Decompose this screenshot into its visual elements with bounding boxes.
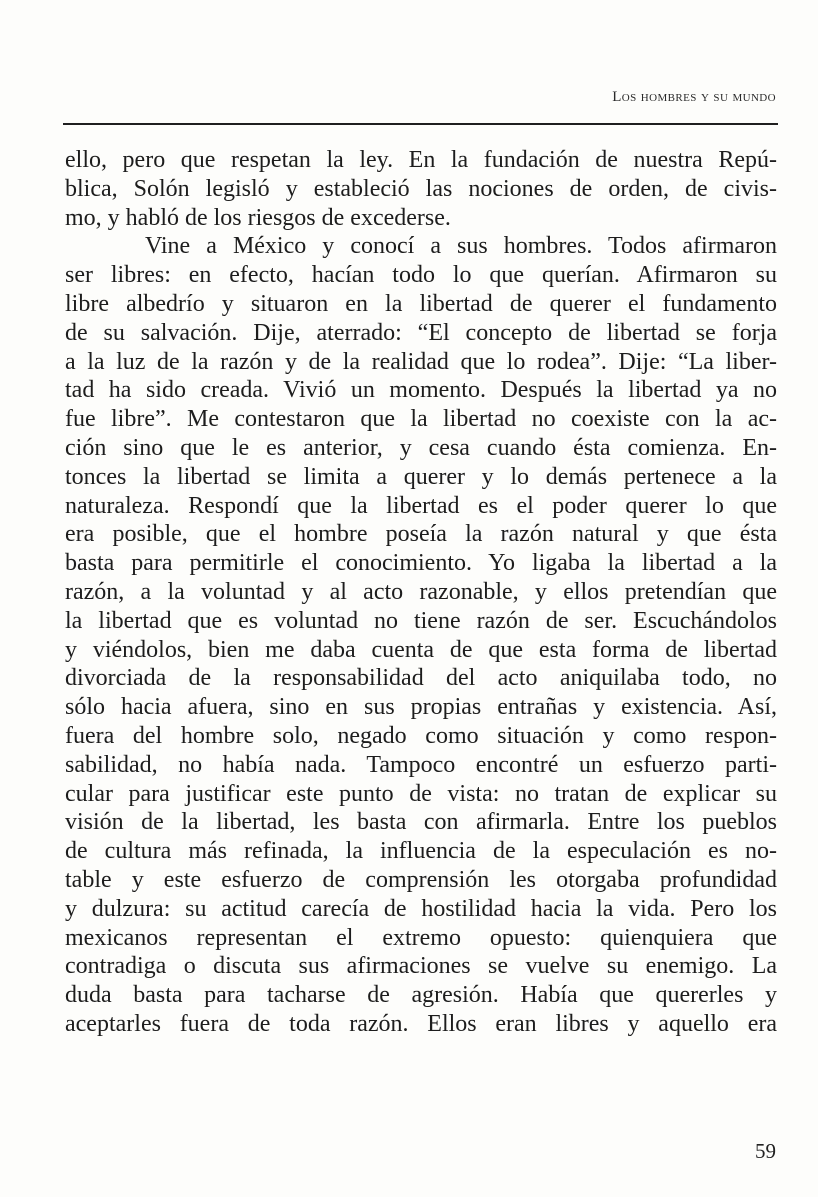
text-line: Vine a México y conocí a sus hombres. Todos afirmaron: [145, 233, 777, 260]
text-line: libre albedrío y situaron en la libertad de querer el fundamento: [65, 290, 777, 317]
text-line: tad ha sido creada. Vivió un momento. Después la libertad ya no: [65, 377, 777, 404]
text-line: fuera del hombre solo, negado como situación y como respon-: [65, 722, 777, 749]
body-text: [65, 146, 777, 1039]
text-line: y viéndolos, bien me daba cuenta de que esta forma de libertad: [65, 636, 777, 663]
text-line: ello, pero que respetan la ley. En la fundación de nuestra Repú-: [65, 147, 777, 173]
text-line: y dulzura: su actitud carecía de hostilidad hacia la vida. Pero los: [65, 895, 777, 922]
text-line: fue libre”. Me contestaron que la libertad no coexiste con la ac-: [65, 406, 777, 433]
text-line: sabilidad, no había nada. Tampoco encontré un esfuerzo parti-: [65, 751, 777, 778]
text-line: duda basta para tacharse de agresión. Había que quererles y: [65, 982, 777, 1009]
text-line: era posible, que el hombre poseía la razón natural y que ésta: [65, 521, 777, 548]
text-line: naturaleza. Respondí que la libertad es el poder querer lo que: [65, 492, 777, 519]
text-line: mo, y habló de los riesgos de excederse.: [65, 204, 451, 231]
text-line: tonces la libertad se limita a querer y lo demás pertenece a la: [65, 463, 777, 490]
text-line: divorciada de la responsabilidad del acto aniquilaba todo, no: [65, 665, 777, 692]
text-line: mexicanos representan el extremo opuesto: quienquiera que: [65, 924, 777, 951]
text-line: razón, a la voluntad y al acto razonable, y ellos pretendían que: [65, 578, 777, 605]
text-line: cular para justificar este punto de vista: no tratan de explicar su: [65, 780, 777, 807]
text-line: ción sino que le es anterior, y cesa cuando ésta comienza. En-: [65, 434, 777, 461]
text-line: aceptarles fuera de toda razón. Ellos eran libres y aquello era: [65, 1010, 777, 1037]
text-line: table y este esfuerzo de comprensión les otorgaba profundidad: [65, 866, 777, 893]
text-line: de su salvación. Dije, aterrado: “El concepto de libertad se forja: [65, 319, 777, 346]
text-line: contradiga o discuta sus afirmaciones se vuelve su enemigo. La: [65, 953, 777, 980]
text-line: blica, Solón legisló y estableció las nociones de orden, de civis-: [65, 175, 777, 202]
text-line: la libertad que es voluntad no tiene razón de ser. Escuchándolos: [65, 607, 777, 634]
text-line: sólo hacia afuera, sino en sus propias entrañas y existencia. Así,: [65, 694, 777, 721]
text-line: de cultura más refinada, la influencia de la especulación es no-: [65, 838, 777, 865]
text-line: basta para permitirle el conocimiento. Yo ligaba la libertad a la: [65, 550, 777, 577]
text-line: ser libres: en efecto, hacían todo lo que querían. Afirmaron su: [65, 262, 777, 289]
header-rule: [63, 123, 778, 125]
page-number: 59: [755, 1139, 776, 1163]
text-line: visión de la libertad, les basta con afirmarla. Entre los pueblos: [65, 809, 777, 836]
text-line: a la luz de la razón y de la realidad que lo rodea”. Dije: “La liber-: [65, 348, 777, 375]
running-header: Los hombres y su mundo: [612, 89, 776, 105]
